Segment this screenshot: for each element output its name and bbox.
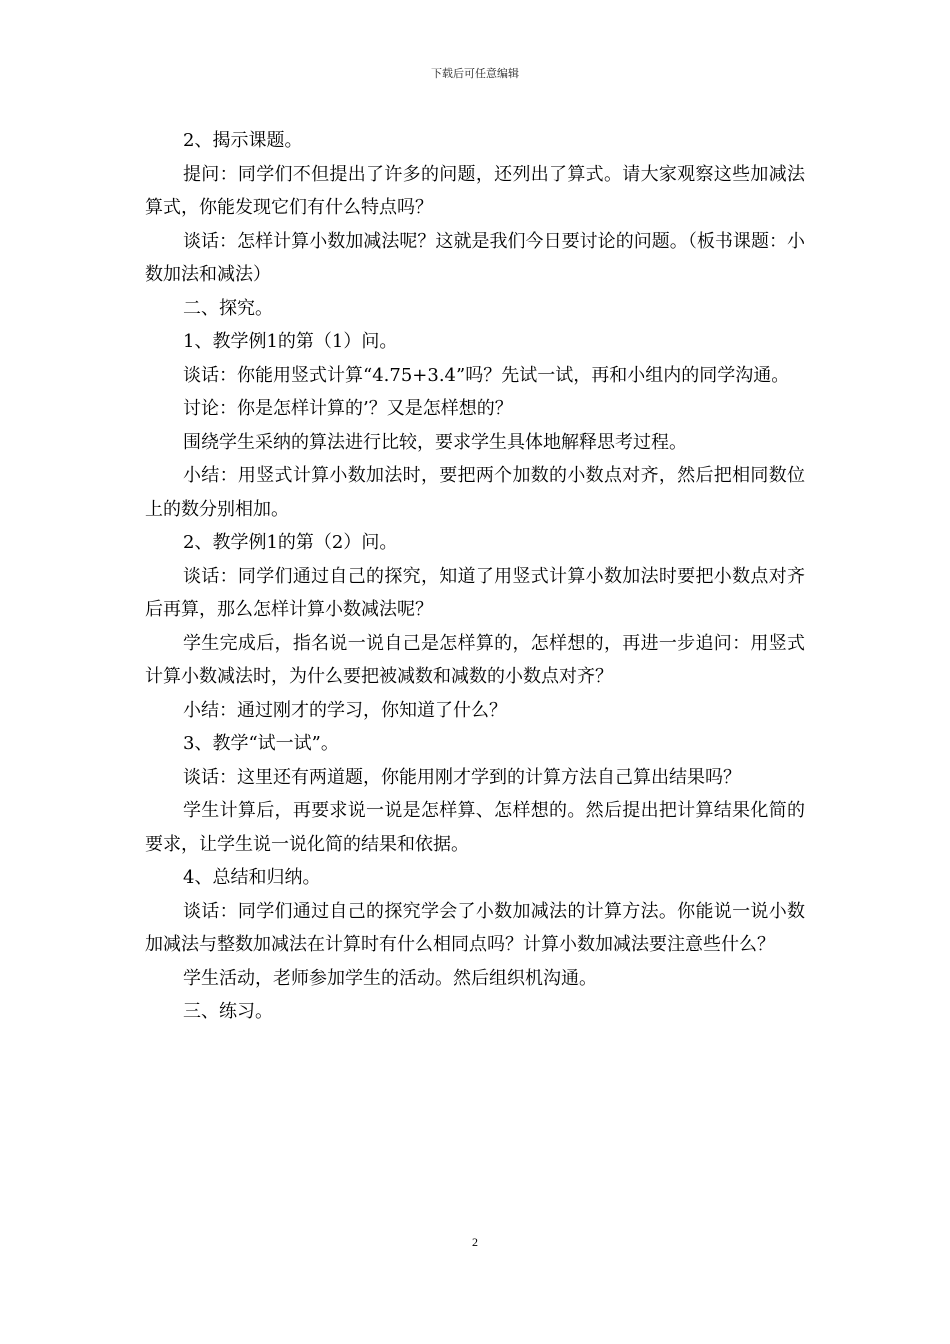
page-number: 2 [472,1235,478,1249]
paragraph-16: 学生计算后，再要求说一说是怎样算、怎样想的。然后提出把计算结果化简的要求，让学生说一说化简的结果和依据。 [145,800,805,855]
paragraph-15: 谈话：这里还有两道题，你能用刚才学到的计算方法自己算出结果吗？ [183,766,741,788]
paragraph-6: 谈话：你能用竖式计算“4.75+3.4”吗？先试一试，再和小组内的同学沟通。 [183,364,790,386]
paragraph-10: 2、教学例1的第（2）问。 [183,532,398,553]
paragraph-13: 小结：通过刚才的学习，你知道了什么？ [183,699,507,721]
paragraph-2: 提问：同学们不但提出了许多的问题，还列出了算式。请大家观察这些加减法算式，你能发现它们有什么特点吗？ [145,163,805,218]
paragraph-3: 谈话：怎样计算小数加减法呢？这就是我们今日要讨论的问题。（板书课题：小数加法和减法） [145,230,805,285]
paragraph-17: 4、总结和归纳。 [183,867,321,888]
paragraph-18: 谈话：同学们通过自己的探究学会了小数加减法的计算方法。你能说一说小数加减法与整数加减法在计算时有什么相同点吗？计算小数加减法要注意些什么？ [145,900,805,955]
paragraph-1: 2、揭示课题。 [183,130,303,151]
paragraph-4: 二、探究。 [183,297,273,319]
paragraph-5: 1、教学例1的第（1）问。 [183,331,398,352]
paragraph-7: 讨论：你是怎样计算的’？又是怎样想的？ [183,398,513,419]
document-body [145,124,805,1029]
paragraph-12: 学生完成后，指名说一说自己是怎样算的，怎样想的，再进一步追问：用竖式计算小数减法时，为什么要把被减数和减数的小数点对齐？ [145,632,805,687]
paragraph-8: 围绕学生采纳的算法进行比较，要求学生具体地解释思考过程。 [183,431,687,453]
paragraph-20: 三、练习。 [183,1001,273,1022]
paragraph-14: 3、教学“试一试”。 [183,733,339,754]
paragraph-11: 谈话：同学们通过自己的探究，知道了用竖式计算小数加法时要把小数点对齐后再算，那么怎样计算小数减法呢？ [145,565,805,620]
paragraph-9: 小结：用竖式计算小数加法时，要把两个加数的小数点对齐，然后把相同数位上的数分别相加。 [145,465,805,520]
page-header: 下载后可任意编辑 [431,67,519,80]
paragraph-19: 学生活动，老师参加学生的活动。然后组织机沟通。 [183,967,597,989]
